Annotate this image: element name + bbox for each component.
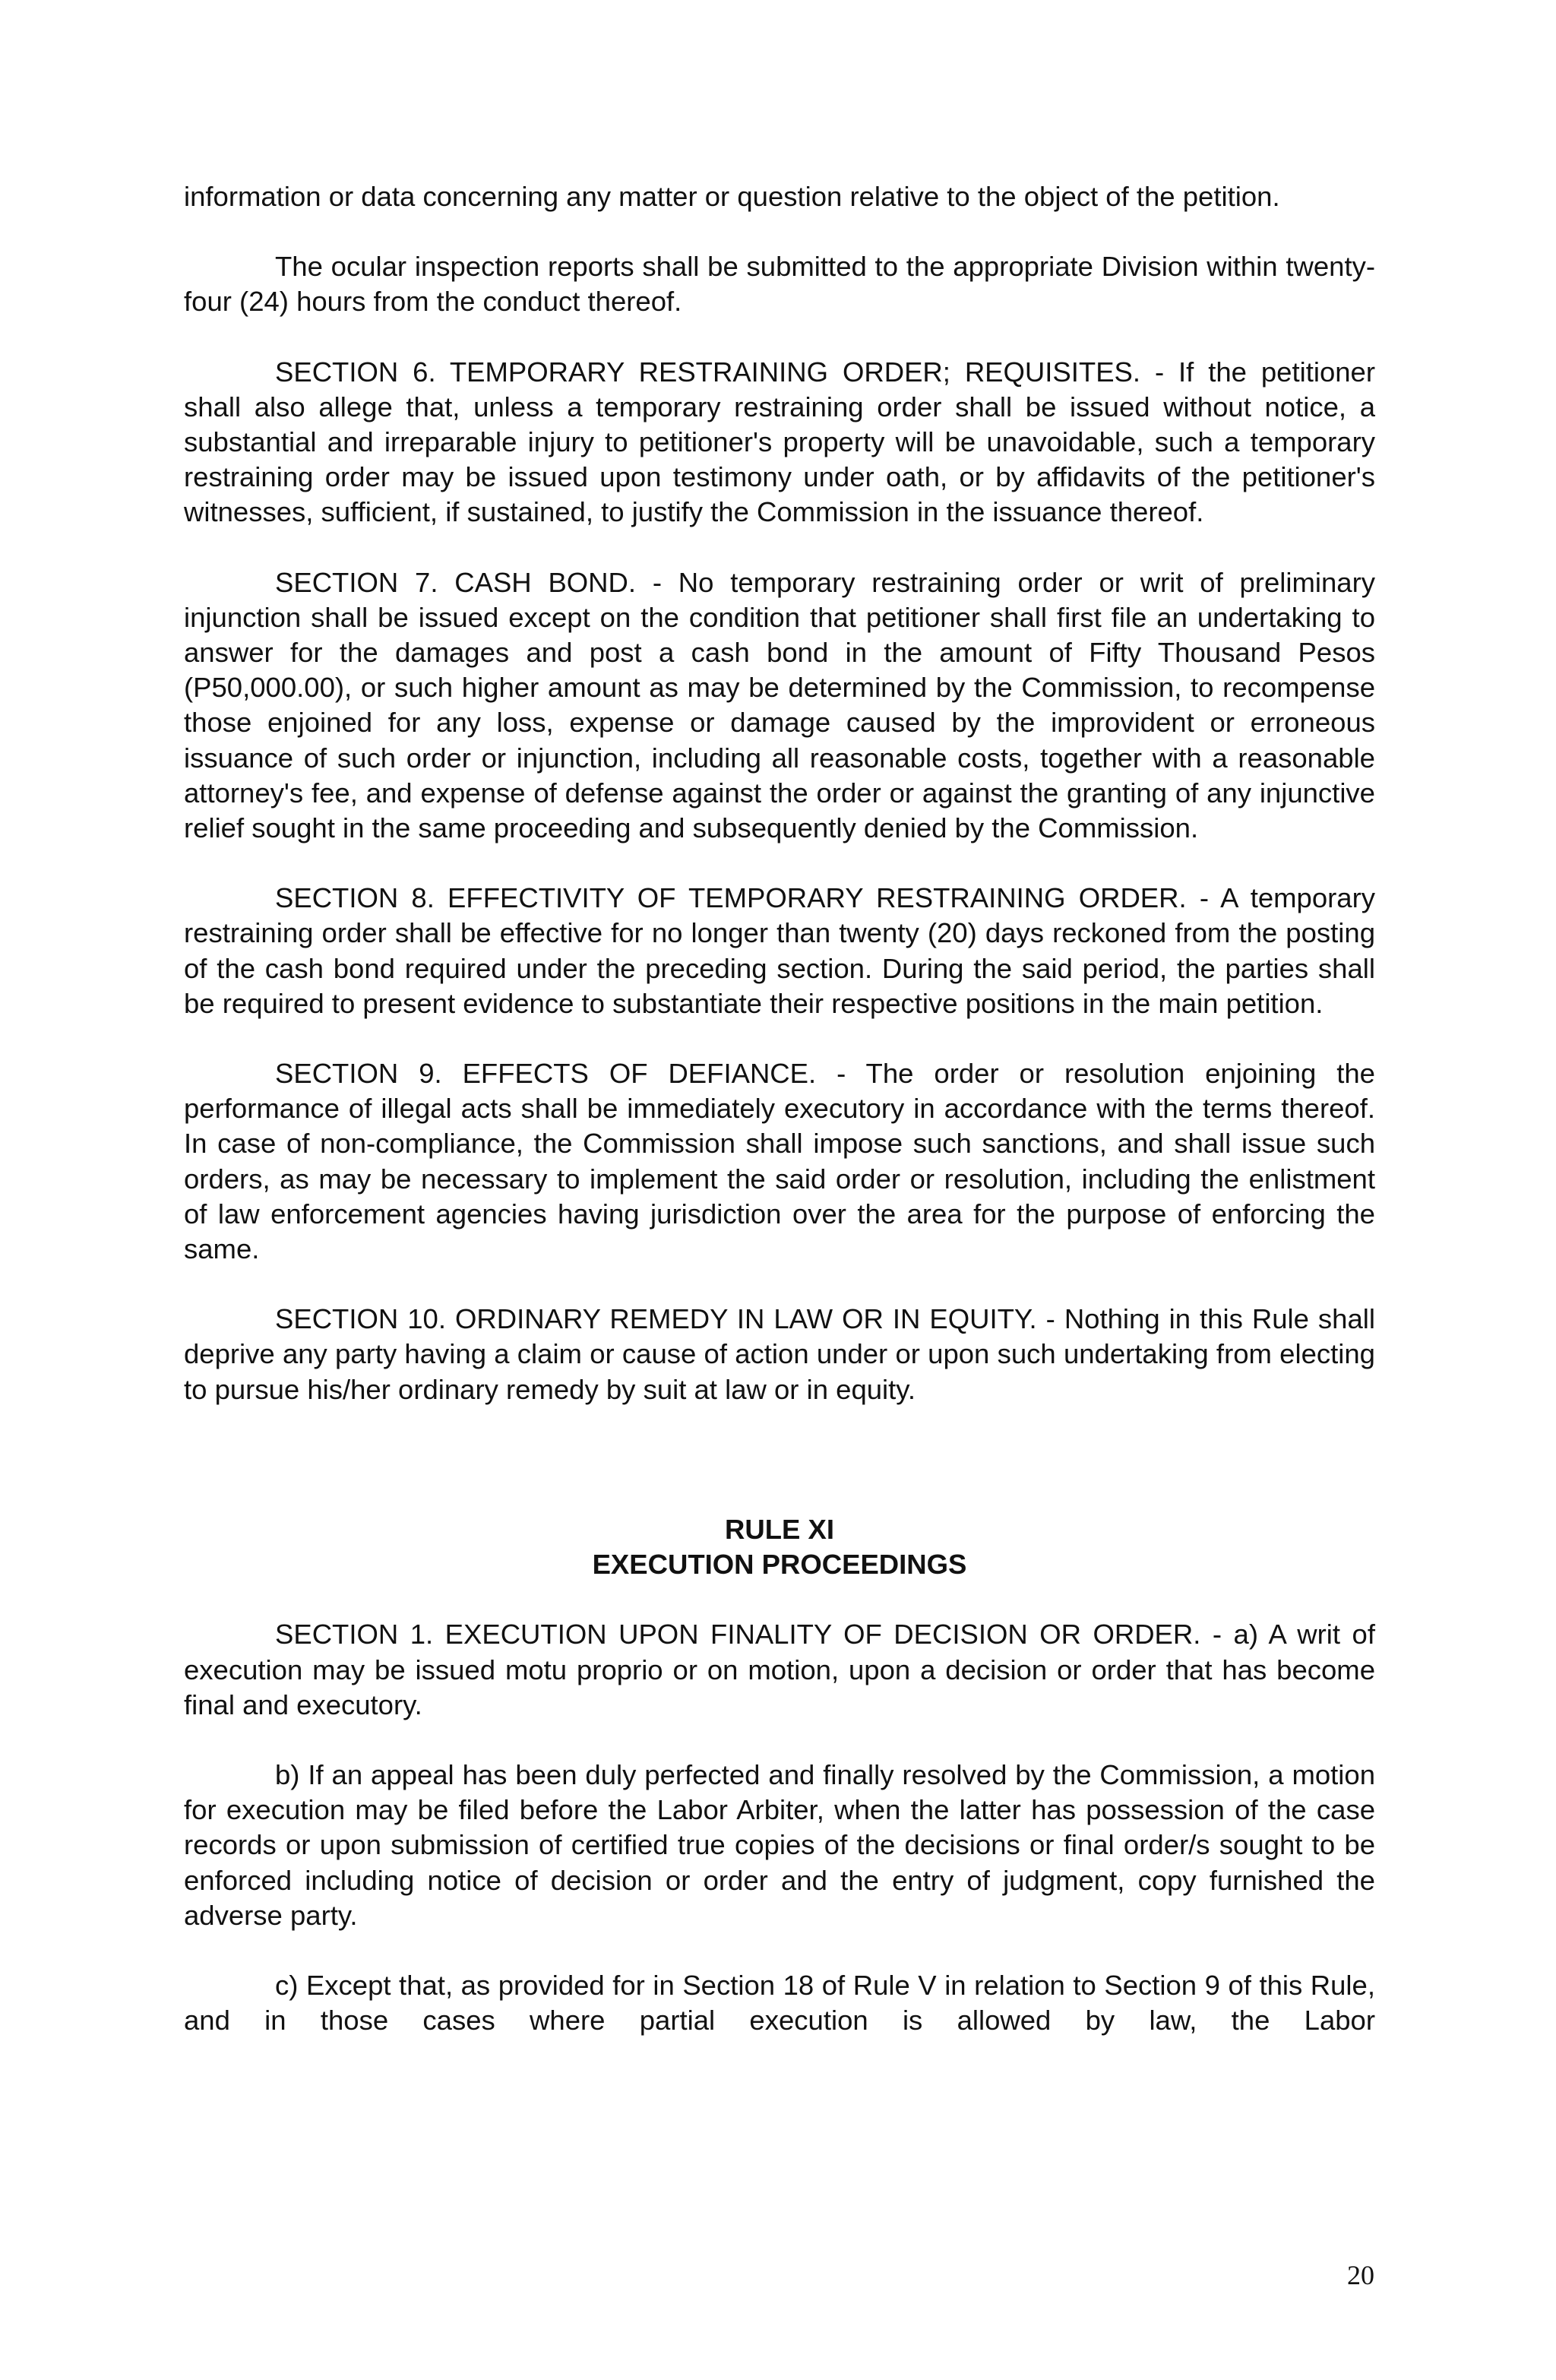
rule-heading: [184, 1512, 1375, 1582]
paragraph-section-8: SECTION 8. EFFECTIVITY OF TEMPORARY RESTRAINING ORDER. - A temporary restraining order shall be effective for no longer than twenty (20) days reckoned from the posting of the cash bond required under the preceding section. During the said period, the parties shall be required to present evidence to substantiate their respective positions in the main petition.: [184, 882, 1375, 1019]
rule-title: EXECUTION PROCEEDINGS: [592, 1549, 967, 1581]
paragraph-section-10: SECTION 10. ORDINARY REMEDY IN LAW OR IN EQUITY. - Nothing in this Rule shall deprive any party having a claim or cause of action under or upon such undertaking from electing to pursue his/her ordinary remedy by suit at law or in equity.: [184, 1303, 1375, 1405]
paragraph-rule-11-section-1: SECTION 1. EXECUTION UPON FINALITY OF DECISION OR ORDER. - a) A writ of execution may be issued motu proprio or on motion, upon a decision or order that has become final and executory.: [184, 1619, 1375, 1720]
paragraph-section-9: SECTION 9. EFFECTS OF DEFIANCE. - The order or resolution enjoining the performance of illegal acts shall be immediately executory in accordance with the terms thereof. In case of non-compliance, the Commission shall impose such sanctions, and shall issue such orders, as may be necessary to implement the said order or resolution, including the enlistment of law enforcement agencies having jurisdiction over the area for the purpose of enforcing the same.: [184, 1058, 1375, 1265]
rule-number: RULE XI: [725, 1513, 834, 1545]
paragraph-section-6: SECTION 6. TEMPORARY RESTRAINING ORDER; REQUISITES. - If the petitioner shall also allege that, unless a temporary restraining order shall be issued without notice, a substantial and irreparable injury to petitioner's property will be unavoidable, such a temporary restraining order may be issued upon testimony under oath, or by affidavits of the petitioner's witnesses, sufficient, if sustained, to justify the Commission in the issuance thereof.: [184, 356, 1375, 528]
page-content: [184, 179, 1375, 2038]
paragraph-subsection-b: b) If an appeal has been duly perfected and finally resolved by the Commission, a motion for execution may be filed before the Labor Arbiter, when the latter has possession of the case records or upon submission of certified true copies of the decisions or final order/s sought to be enforced including notice of decision or order and the entry of judgment, copy furnished the adverse party.: [184, 1758, 1375, 1931]
paragraph-ocular-inspection: The ocular inspection reports shall be submitted to the appropriate Division within twenty-four (24) hours from the conduct thereof.: [184, 251, 1375, 318]
page-number: 20: [1347, 2260, 1374, 2290]
paragraph-continuation: information or data concerning any matter or question relative to the object of the petition.: [184, 181, 1280, 212]
paragraph-section-7: SECTION 7. CASH BOND. - No temporary restraining order or writ of preliminary injunction shall be issued except on the condition that petitioner shall first file an undertaking to answer for the damages and post a cash bond in the amount of Fifty Thousand Pesos (P50,000.00), or such higher amount as may be determined by the Commission, to recompense those enjoined for any loss, expense or damage caused by the improvident or erroneous issuance of such order or injunction, including all reasonable costs, together with a reasonable attorney's fee, and expense of defense against the order or against the granting of any injunctive relief sought in the same proceeding and subsequently denied by the Commission.: [184, 566, 1375, 844]
paragraph-subsection-c: c) Except that, as provided for in Section 18 of Rule V in relation to Section 9 of this Rule, and in those cases where partial execution is allowed by law, the Labor: [184, 1969, 1375, 2037]
